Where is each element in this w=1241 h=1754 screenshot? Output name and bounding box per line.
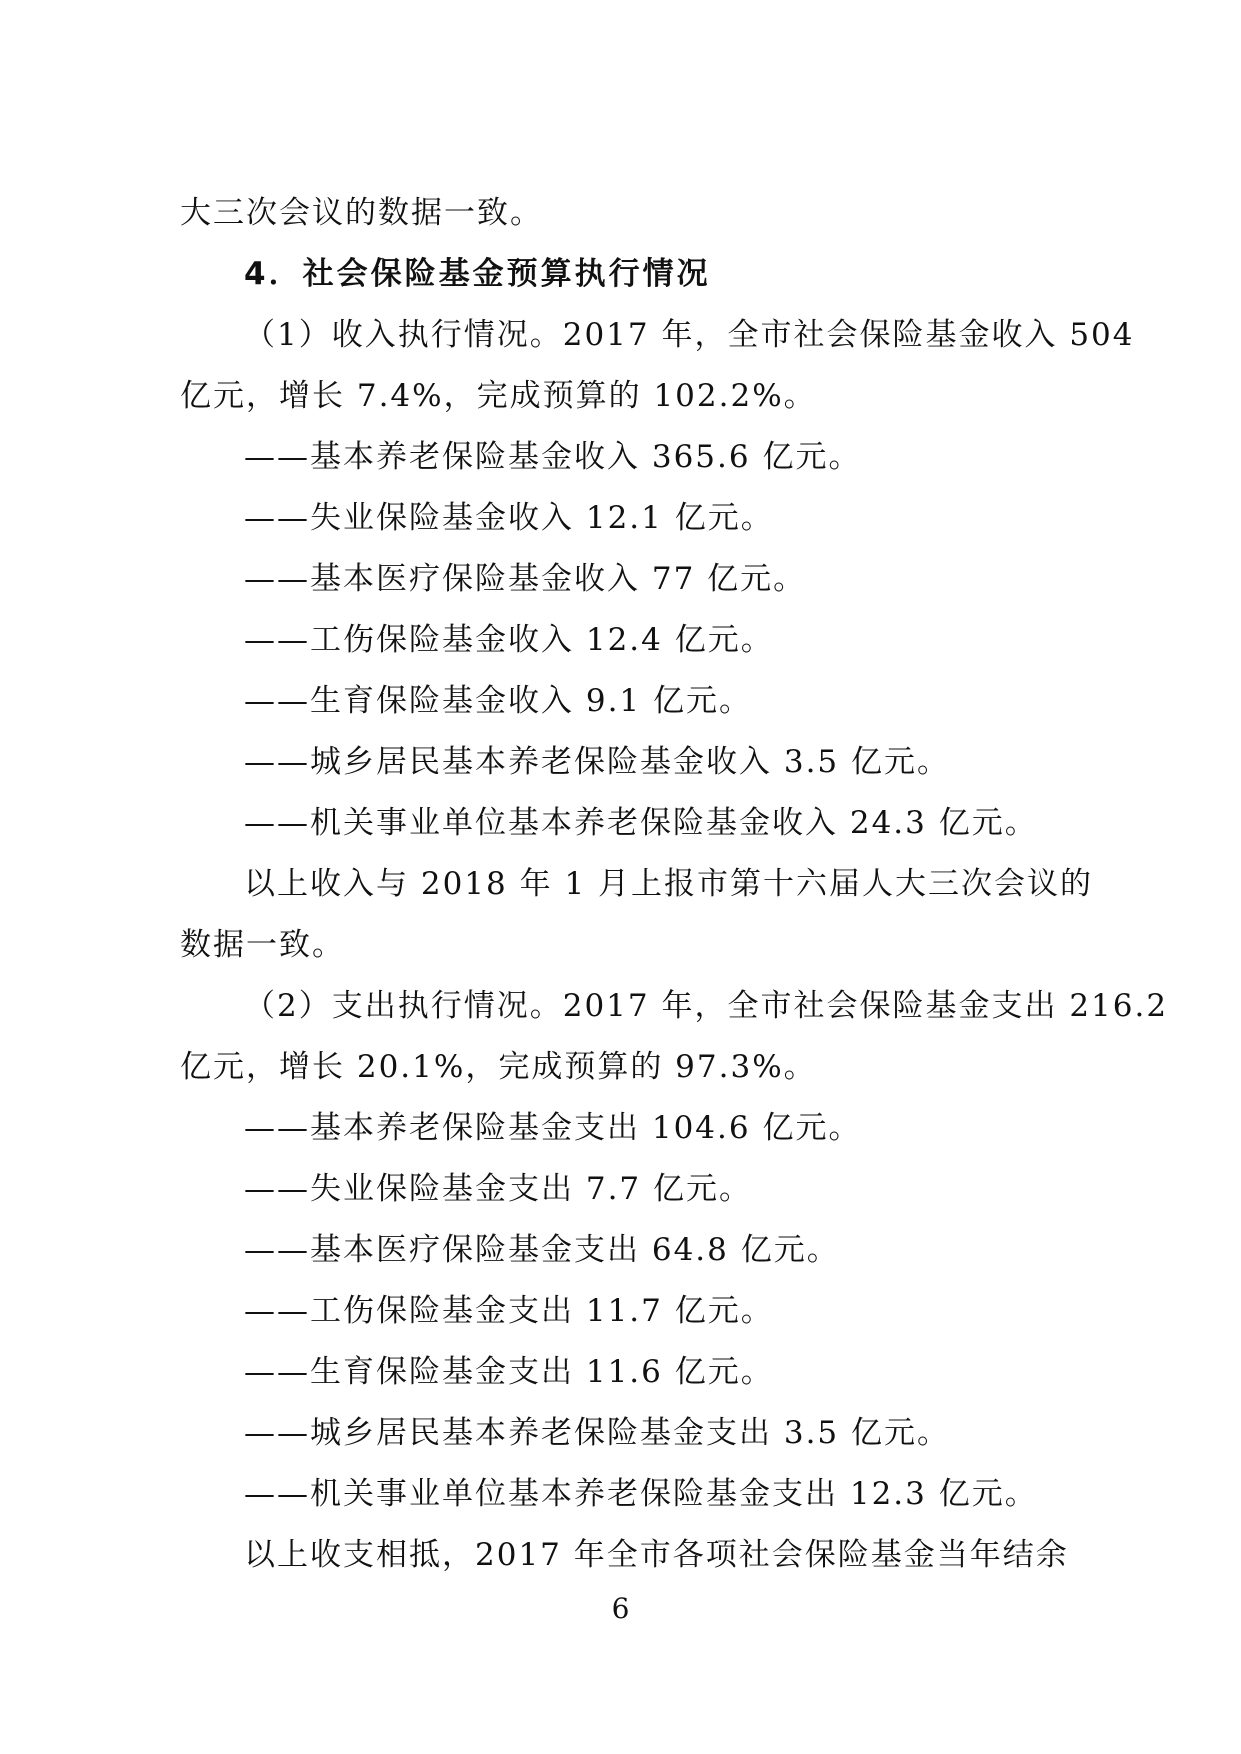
income-item-resident-pension: ——城乡居民基本养老保险基金收入 3.5 亿元。 bbox=[244, 744, 951, 780]
expense-item-injury: ——工伤保险基金支出 11.7 亿元。 bbox=[244, 1293, 774, 1329]
income-item-injury: ——工伤保险基金收入 12.4 亿元。 bbox=[244, 622, 774, 658]
income-item-maternity: ——生育保险基金收入 9.1 亿元。 bbox=[244, 683, 753, 719]
paragraph-continuation-line: 大三次会议的数据一致。 bbox=[180, 195, 543, 231]
expense-item-pension: ——基本养老保险基金支出 104.6 亿元。 bbox=[244, 1110, 862, 1146]
income-item-pension: ——基本养老保险基金收入 365.6 亿元。 bbox=[244, 439, 862, 475]
expense-item-resident-pension: ——城乡居民基本养老保险基金支出 3.5 亿元。 bbox=[244, 1415, 951, 1451]
income-item-institution-pension: ——机关事业单位基本养老保险基金收入 24.3 亿元。 bbox=[244, 805, 1038, 841]
expense-paragraph-line-2: 亿元，增长 20.1%，完成预算的 97.3%。 bbox=[180, 1049, 817, 1085]
income-paragraph-line-2: 亿元，增长 7.4%，完成预算的 102.2%。 bbox=[180, 378, 817, 414]
expense-paragraph-line-1: （2）支出执行情况。2017 年，全市社会保险基金支出 216.2 bbox=[244, 988, 1169, 1024]
expense-item-institution-pension: ——机关事业单位基本养老保险基金支出 12.3 亿元。 bbox=[244, 1476, 1038, 1512]
income-summary-line-2: 数据一致。 bbox=[180, 927, 345, 963]
income-paragraph-line-1: （1）收入执行情况。2017 年，全市社会保险基金收入 504 bbox=[244, 317, 1135, 353]
expense-item-unemployment: ——失业保险基金支出 7.7 亿元。 bbox=[244, 1171, 753, 1207]
page-number: 6 bbox=[611, 1592, 630, 1625]
expense-item-maternity: ——生育保险基金支出 11.6 亿元。 bbox=[244, 1354, 774, 1390]
balance-summary-line: 以上收支相抵，2017 年全市各项社会保险基金当年结余 bbox=[244, 1537, 1069, 1573]
section-heading: 4．社会保险基金预算执行情况 bbox=[244, 256, 711, 292]
income-item-medical: ——基本医疗保险基金收入 77 亿元。 bbox=[244, 561, 807, 597]
expense-item-medical: ——基本医疗保险基金支出 64.8 亿元。 bbox=[244, 1232, 840, 1268]
income-item-unemployment: ——失业保险基金收入 12.1 亿元。 bbox=[244, 500, 774, 536]
income-summary-line-1: 以上收入与 2018 年 1 月上报市第十六届人大三次会议的 bbox=[244, 866, 1094, 902]
